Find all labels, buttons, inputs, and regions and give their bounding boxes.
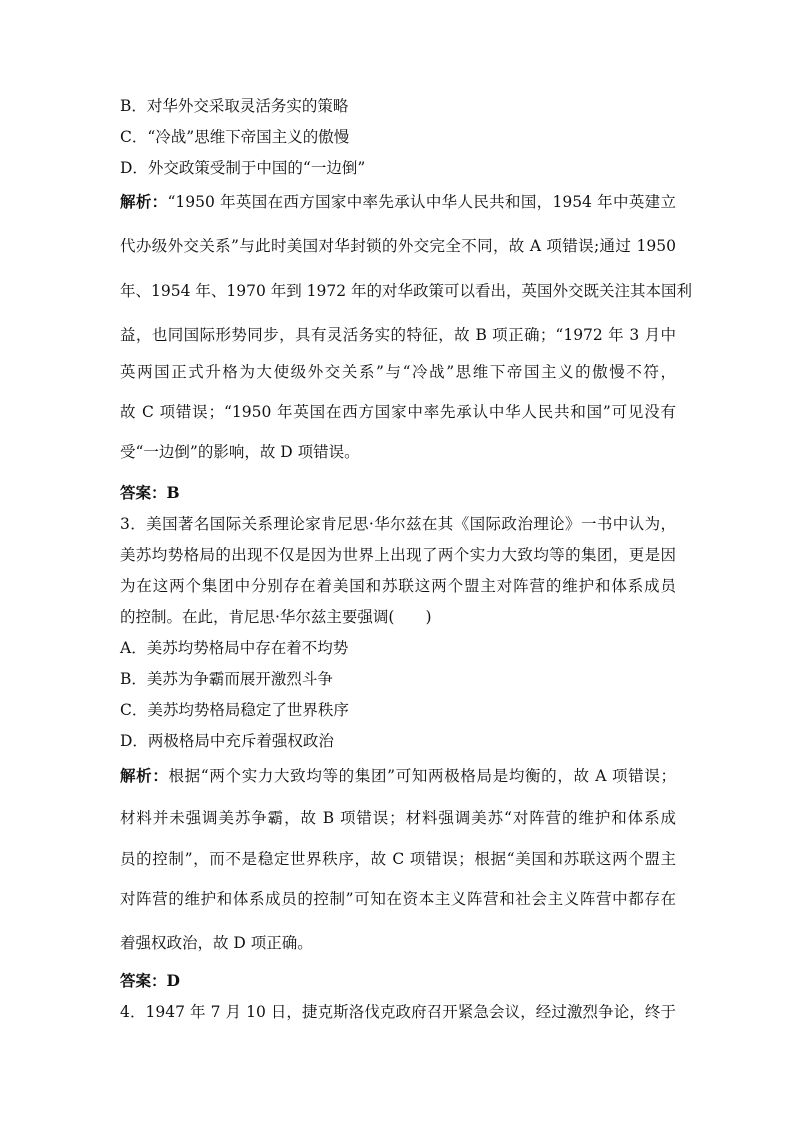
q3-stem-line-3: 为在这两个集团中分别存在着美国和苏联这两个盟主对阵营的维护和体系成员 bbox=[120, 577, 676, 595]
q3-analysis-line-4: 对阵营的维护和体系成员的控制”可知在资本主义阵营和社会主义阵营中都存在 bbox=[120, 890, 676, 908]
q3-answer: 答案：D bbox=[120, 971, 180, 990]
q3-option-a: A．美苏均势格局中存在着不均势 bbox=[120, 639, 349, 657]
q4-stem-line-1: 4．1947 年 7 月 10 日，捷克斯洛伐克政府召开紧急会议，经过激烈争论，终于 bbox=[120, 1003, 676, 1021]
q3-stem-line-4: 的控制。在此，肯尼思·华尔兹主要强调( ) bbox=[120, 608, 432, 626]
q2-analysis-text: “1950 年英国在西方国家中率先承认中华人民共和国，1954 年中英建立 bbox=[167, 193, 676, 211]
q2-analysis-line-1 bbox=[120, 192, 676, 212]
q2-analysis-line-2: 代办级外交关系”与此时美国对华封锁的外交完全不同，故 A 项错误;通过 1950 bbox=[120, 237, 676, 255]
q3-analysis-line-2: 材料并未强调美苏争霸，故 B 项错误；材料强调美苏“对阵营的维护和体系成 bbox=[120, 809, 676, 827]
q3-option-c: C．美苏均势格局稳定了世界秩序 bbox=[120, 701, 349, 719]
q3-option-d: D．两极格局中充斥着强权政治 bbox=[120, 732, 334, 750]
q2-analysis-label: 解析： bbox=[120, 192, 168, 211]
q2-analysis-line-7: 受“一边倒”的影响，故 D 项错误。 bbox=[120, 443, 360, 461]
q2-option-d: D．外交政策受制于中国的“一边倒” bbox=[120, 159, 366, 177]
q2-option-c: C．“冷战”思维下帝国主义的傲慢 bbox=[120, 128, 350, 146]
q2-analysis-line-3: 年、1954 年、1970 年到 1972 年的对华政策可以看出，英国外交既关注其本国利 bbox=[120, 282, 693, 300]
q2-analysis-line-5: 英两国正式升格为大使级外交关系”与“冷战”思维下帝国主义的傲慢不符， bbox=[120, 363, 676, 381]
q2-analysis-line-6: 故 C 项错误；“1950 年英国在西方国家中率先承认中华人民共和国”可见没有 bbox=[120, 403, 676, 421]
q2-analysis-line-4: 益，也同国际形势同步，具有灵活务实的特征，故 B 项正确；“1972 年 3 月中 bbox=[120, 326, 676, 344]
q3-stem-line-1: 3．美国著名国际关系理论家肯尼思·华尔兹在其《国际政治理论》一书中认为， bbox=[120, 515, 676, 533]
q2-option-b: B．对华外交采取灵活务实的策略 bbox=[120, 97, 349, 115]
q3-analysis-line-5: 着强权政治，故 D 项正确。 bbox=[120, 934, 313, 952]
q3-stem-line-2: 美苏均势格局的出现不仅是因为世界上出现了两个实力大致均等的集团，更是因 bbox=[120, 546, 676, 564]
q3-analysis-line-1 bbox=[120, 766, 676, 786]
q3-option-b: B．美苏为争霸而展开激烈斗争 bbox=[120, 670, 333, 688]
q3-analysis-label: 解析： bbox=[120, 766, 169, 785]
q3-analysis-line-3: 员的控制”，而不是稳定世界秩序，故 C 项错误；根据“美国和苏联这两个盟主 bbox=[120, 850, 676, 868]
q3-analysis-text: 根据“两个实力大致均等的集团”可知两极格局是均衡的，故 A 项错误； bbox=[168, 767, 676, 785]
q2-answer: 答案：B bbox=[120, 483, 180, 502]
